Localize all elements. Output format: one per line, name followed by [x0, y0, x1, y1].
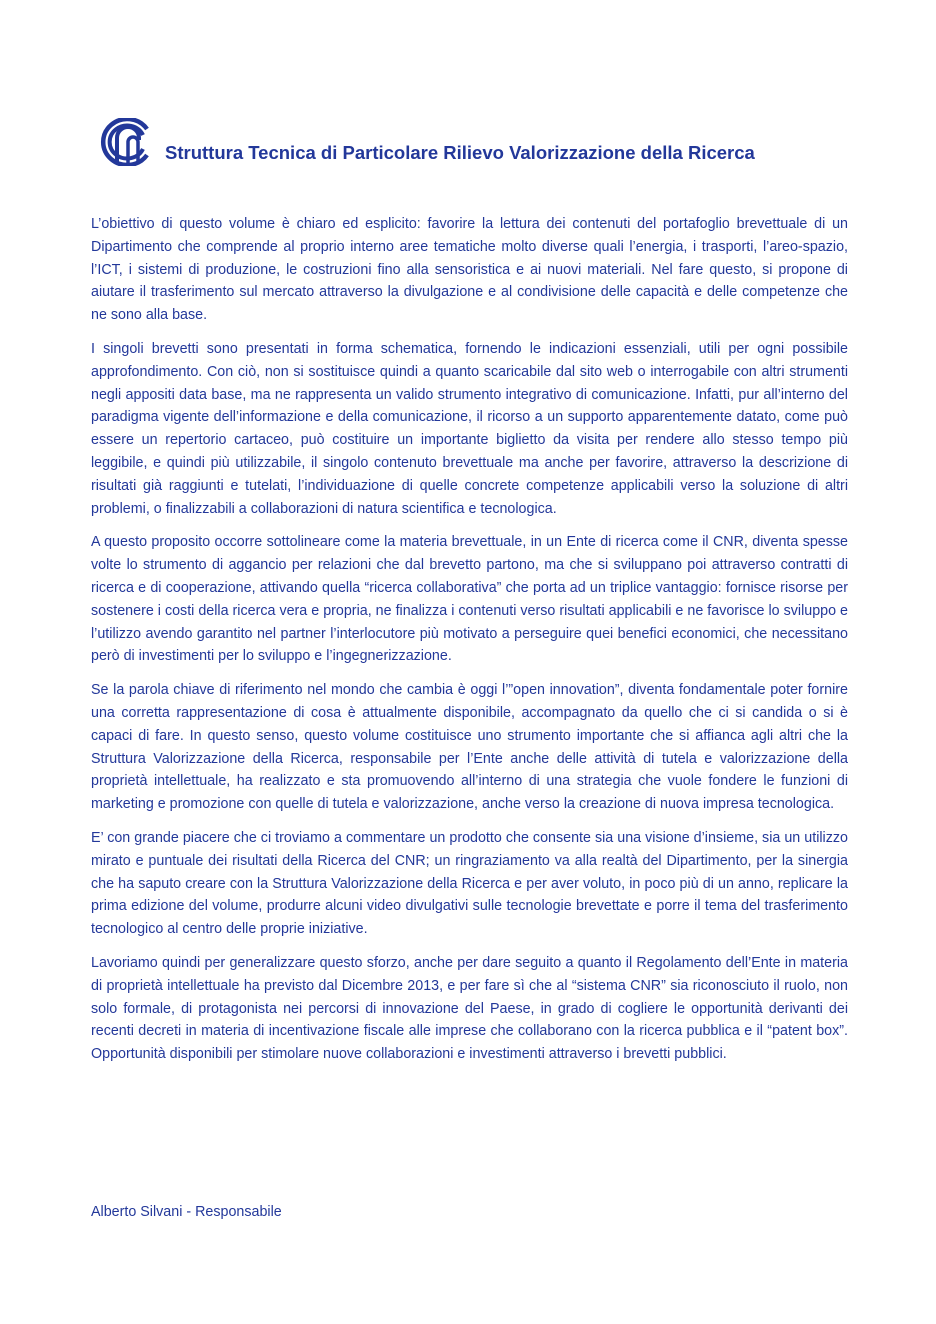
paragraph-open-innovation: Se la parola chiave di riferimento nel mondo che cambia è oggi l’”open innovation”, diventa fondamentale poter fornire una corretta rappresentazione di cosa è attualmente disponibile, accompagnato da quello che ci si candida o si è capaci di fare. In questo senso, questo volume costituisce uno strumento importante che si affianca agli altri che la Struttura Valorizzazione della Ricerca, responsabile per l’Ente anche delle attività di tutela e valorizzazione della proprietà intellettuale, ha realizzato e sta promuovendo all’interno di una strategia che vuole fondere le funzioni di marketing e promozione con quelle di tutela e valorizzazione, anche verso la creazione di nuova impresa tecnologica.: [91, 682, 848, 813]
paragraph-proposito: A questo proposito occorre sottolineare come la materia brevettuale, in un Ente di ricerca come il CNR, diventa spesse volte lo strumento di aggancio per relazioni che dal brevetto partono, ma che si sviluppano poi attraverso contratti di ricerca e di cooperazione, attivando quella “ricerca collaborativa” che porta ad un triplice vantaggio: fornisce risorse per sostenere i costi della ricerca vera e propria, ne finalizza i contenuti verso risultati applicabili e ne favorisce lo sviluppo e l’utilizzo avendo garantito nel partner l’interlocutore più motivato a perseguire quei benefici economici, che necessitano però di investimenti per lo sviluppo e l’ingegnerizzazione.: [91, 534, 848, 665]
paragraph-ringraziamento: E’ con grande piacere che ci troviamo a commentare un prodotto che consente sia una visione d’insieme, sia un utilizzo mirato e puntuale dei risultati della Ricerca del CNR; un ringraziamento va alla realtà del Dipartimento, per la sinergia che ha saputo creare con la Struttura Valorizzazione della Ricerca e per aver voluto, in poco più di un anno, replicare la prima edizione del volume, produrre alcuni video divulgativi sulle tecnologie brevettate e porre il tema del trasferimento tecnologico al centro delle proprie iniziative.: [91, 829, 848, 938]
cnr-logo-icon: [95, 118, 151, 166]
page-header: [95, 118, 855, 168]
paragraph-brevetti: I singoli brevetti sono presentati in forma schematica, fornendo le indicazioni essenziali, utili per ogni possibile approfondimento. Con ciò, non si sostituisce quindi a quanto scaricabile dal sito web o interrogabile con altri strumenti negli appositi data base, ma ne rappresenta un valido strumento integrativo di comunicazione. Infatti, pur all’interno del paradigma vigente dell’informazione e della comunicazione, il ricorso a un supporto apparentemente datato, come può essere un repertorio cartaceo, può costituire un importante biglietto da visita per rendere allo stesso tempo più leggibile, e quindi più utilizzabile, il singolo contenuto brevettuale ma anche per favorire, attraverso la descrizione di risultati già raggiunti e tutelati, l’individuazione di quelle concrete competenze applicabili verso la soluzione di altri problemi, o finalizzabili a collaborazioni di natura scientifica e tecnologica.: [91, 340, 848, 517]
body-text: [91, 213, 848, 1077]
paragraph-intro: L’obiettivo di questo volume è chiaro ed esplicito: favorire la lettura dei contenuti del portafoglio brevettuale di un Dipartimento che comprende al proprio interno aree tematiche molto diverse quali l’energia, i trasporti, l’areo-spazio, l’ICT, i sistemi di produzione, le costruzioni fino alla sensoristica e ai nuovi materiali. Nel fare questo, si propone di aiutare il trasferimento sul mercato attraverso la divulgazione e al condivisione delle capacità e delle competenze che ne sono alla base.: [91, 216, 848, 324]
page-title: Struttura Tecnica di Particolare Rilievo Valorizzazione della Ricerca: [165, 142, 755, 163]
signature: Alberto Silvani - Responsabile: [91, 1204, 282, 1220]
paragraph-conclusione: Lavoriamo quindi per generalizzare questo sforzo, anche per dare seguito a quanto il Regolamento dell’Ente in materia di proprietà intellettuale ha previsto dal Dicembre 2013, e per fare sì che al “sistema CNR” sia riconosciuto il ruolo, non solo formale, di protagonista nei percorsi di innovazione del Paese, in grado di cogliere le opportunità derivanti dei recenti decreti in materia di incentivazione fiscale alle imprese che collaborano con la ricerca pubblica e il “patent box”. Opportunità disponibili per stimolare nuove collaborazioni e investimenti attraverso i brevetti pubblici.: [91, 954, 848, 1063]
